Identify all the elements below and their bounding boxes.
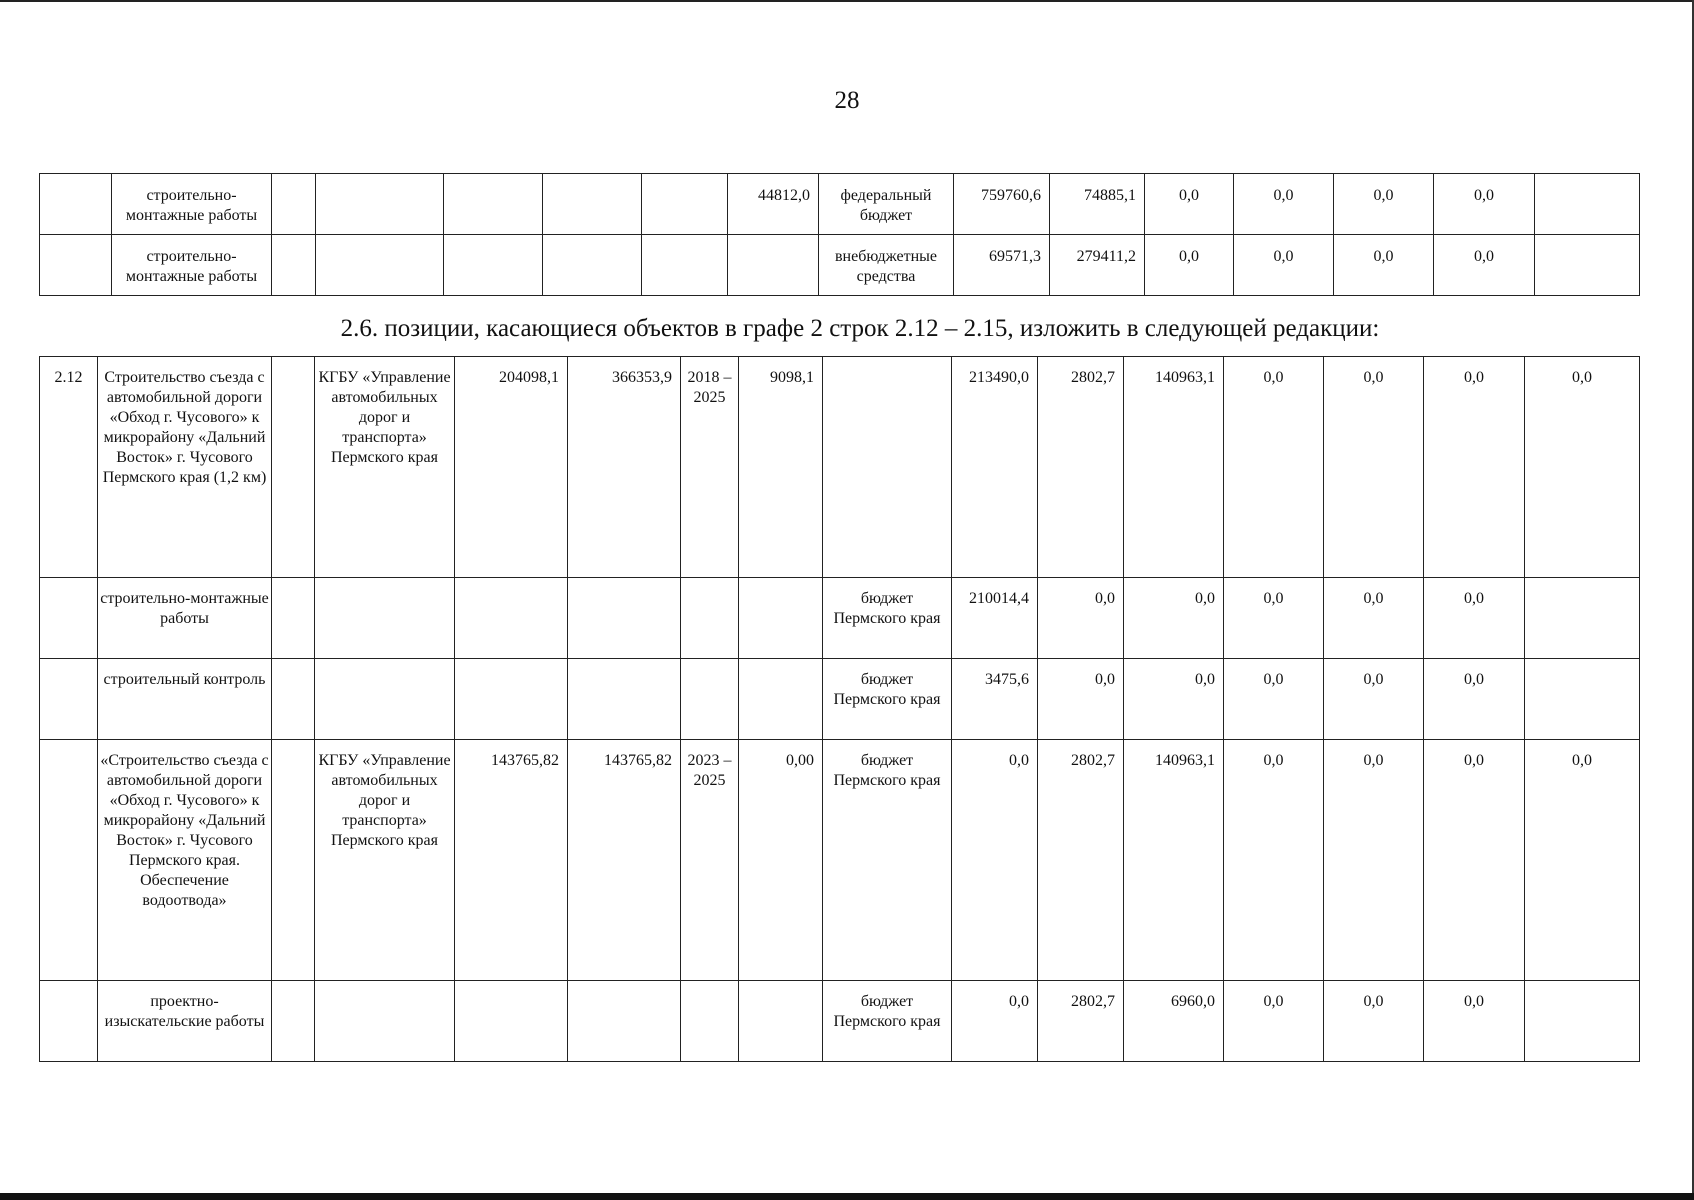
value-cell: 143765,82 (455, 740, 568, 981)
value-cell: 0,00 (739, 740, 823, 981)
value-cell (543, 174, 642, 235)
value-cell (568, 981, 681, 1062)
table-row (40, 174, 1640, 235)
period-cell (642, 174, 728, 235)
value-cell: 0,0 (1234, 235, 1334, 296)
customer-cell (315, 659, 455, 740)
value-cell: 0,0 (952, 981, 1038, 1062)
value-cell: 0,0 (1324, 981, 1424, 1062)
value-cell: 0,0 (1224, 659, 1324, 740)
cell (272, 578, 315, 659)
value-cell: 3475,6 (952, 659, 1038, 740)
value-cell: 366353,9 (568, 357, 681, 578)
page-border-top (0, 0, 1694, 2)
value-cell: 210014,4 (952, 578, 1038, 659)
value-cell: 0,0 (1434, 235, 1535, 296)
funding-source-cell: бюджет Пермского края (823, 981, 952, 1062)
customer-cell: КГБУ «Управление автомобильных дорог и транспорта» Пермского края (315, 740, 455, 981)
value-cell: 2802,7 (1038, 981, 1124, 1062)
customer-cell (316, 174, 444, 235)
row-number-cell (40, 981, 98, 1062)
value-cell: 0,0 (952, 740, 1038, 981)
objects-table (39, 356, 1640, 1062)
value-cell: 140963,1 (1124, 357, 1224, 578)
funding-source-cell: бюджет Пермского края (823, 740, 952, 981)
value-cell: 279411,2 (1050, 235, 1145, 296)
value-cell: 0,0 (1038, 659, 1124, 740)
value-cell: 0,0 (1145, 174, 1234, 235)
value-cell: 143765,82 (568, 740, 681, 981)
value-cell: 204098,1 (455, 357, 568, 578)
table-row (40, 981, 1640, 1062)
value-cell: 0,0 (1324, 659, 1424, 740)
object-name-cell: строительно-монтажные работы (112, 174, 272, 235)
funding-source-cell: бюджет Пермского края (823, 578, 952, 659)
value-cell: 0,0 (1334, 235, 1434, 296)
customer-cell (315, 578, 455, 659)
table-row (40, 357, 1640, 578)
row-number-cell: 2.12 (40, 357, 98, 578)
object-name-cell: строительный контроль (98, 659, 272, 740)
row-number-cell (40, 578, 98, 659)
value-cell: 0,0 (1234, 174, 1334, 235)
value-cell (568, 578, 681, 659)
row-number-cell (40, 174, 112, 235)
cell (272, 740, 315, 981)
value-cell (455, 981, 568, 1062)
customer-cell (316, 235, 444, 296)
funding-source-cell: внебюджетные средства (819, 235, 954, 296)
value-cell: 140963,1 (1124, 740, 1224, 981)
value-cell: 2802,7 (1038, 357, 1124, 578)
object-name-cell: проектно-изыскательские работы (98, 981, 272, 1062)
object-name-cell: Строительство съезда с автомобильной дороги «Обход г. Чусового» к микрорайону «Дальний Восток» г. Чусового Пермского края (1,2 км) (98, 357, 272, 578)
cell (272, 235, 316, 296)
period-cell: 2018 – 2025 (681, 357, 739, 578)
funding-source-cell: бюджет Пермского края (823, 659, 952, 740)
value-cell: 0,0 (1224, 740, 1324, 981)
value-cell: 0,0 (1324, 578, 1424, 659)
value-cell (543, 235, 642, 296)
value-cell: 0,0 (1124, 659, 1224, 740)
value-cell: 0,0 (1424, 659, 1525, 740)
funding-source-cell: федеральный бюджет (819, 174, 954, 235)
value-cell: 74885,1 (1050, 174, 1145, 235)
value-cell (1535, 235, 1640, 296)
customer-cell: КГБУ «Управление автомобильных дорог и транспорта» Пермского края (315, 357, 455, 578)
value-cell (455, 578, 568, 659)
page-number: 28 (834, 87, 860, 114)
value-cell (1535, 174, 1640, 235)
row-number-cell (40, 235, 112, 296)
value-cell: 9098,1 (739, 357, 823, 578)
value-cell (739, 659, 823, 740)
value-cell (739, 578, 823, 659)
value-cell: 0,0 (1525, 740, 1640, 981)
value-cell: 0,0 (1224, 357, 1324, 578)
value-cell: 0,0 (1324, 357, 1424, 578)
period-cell (681, 981, 739, 1062)
value-cell: 0,0 (1324, 740, 1424, 981)
value-cell: 0,0 (1224, 578, 1324, 659)
value-cell: 213490,0 (952, 357, 1038, 578)
period-cell (681, 578, 739, 659)
table-row (40, 235, 1640, 296)
value-cell (1525, 578, 1640, 659)
section-heading: 2.6. позиции, касающиеся объектов в графе 2 строк 2.12 – 2.15, изложить в следующей редакции: (340, 315, 1380, 342)
cell (272, 357, 315, 578)
value-cell (739, 981, 823, 1062)
table-row (40, 578, 1640, 659)
continuation-table (39, 173, 1640, 296)
object-name-cell: строительно-монтажные работы (98, 578, 272, 659)
value-cell: 0,0 (1434, 174, 1535, 235)
object-name-cell: строительно-монтажные работы (112, 235, 272, 296)
row-number-cell (40, 740, 98, 981)
value-cell: 0,0 (1124, 578, 1224, 659)
value-cell: 0,0 (1525, 357, 1640, 578)
cell (272, 174, 316, 235)
cell (272, 659, 315, 740)
period-cell (642, 235, 728, 296)
value-cell: 0,0 (1424, 357, 1525, 578)
cell (272, 981, 315, 1062)
value-cell (444, 174, 543, 235)
row-number-cell (40, 659, 98, 740)
value-cell: 0,0 (1424, 578, 1525, 659)
value-cell: 0,0 (1038, 578, 1124, 659)
customer-cell (315, 981, 455, 1062)
value-cell: 69571,3 (954, 235, 1050, 296)
period-cell: 2023 – 2025 (681, 740, 739, 981)
value-cell (1525, 981, 1640, 1062)
table-row (40, 740, 1640, 981)
value-cell (1525, 659, 1640, 740)
value-cell (568, 659, 681, 740)
value-cell (455, 659, 568, 740)
funding-source-cell (823, 357, 952, 578)
value-cell: 0,0 (1424, 981, 1525, 1062)
value-cell (728, 235, 819, 296)
value-cell: 759760,6 (954, 174, 1050, 235)
value-cell: 44812,0 (728, 174, 819, 235)
value-cell: 6960,0 (1124, 981, 1224, 1062)
value-cell: 0,0 (1145, 235, 1234, 296)
value-cell: 2802,7 (1038, 740, 1124, 981)
value-cell: 0,0 (1224, 981, 1324, 1062)
page-border-bottom (0, 1193, 1694, 1200)
period-cell (681, 659, 739, 740)
table-row (40, 659, 1640, 740)
value-cell (444, 235, 543, 296)
object-name-cell: «Строительство съезда с автомобильной дороги «Обход г. Чусового» к микрорайону «Дальний Восток» г. Чусового Пермского края. Обеспечение водоотвода» (98, 740, 272, 981)
value-cell: 0,0 (1334, 174, 1434, 235)
value-cell: 0,0 (1424, 740, 1525, 981)
